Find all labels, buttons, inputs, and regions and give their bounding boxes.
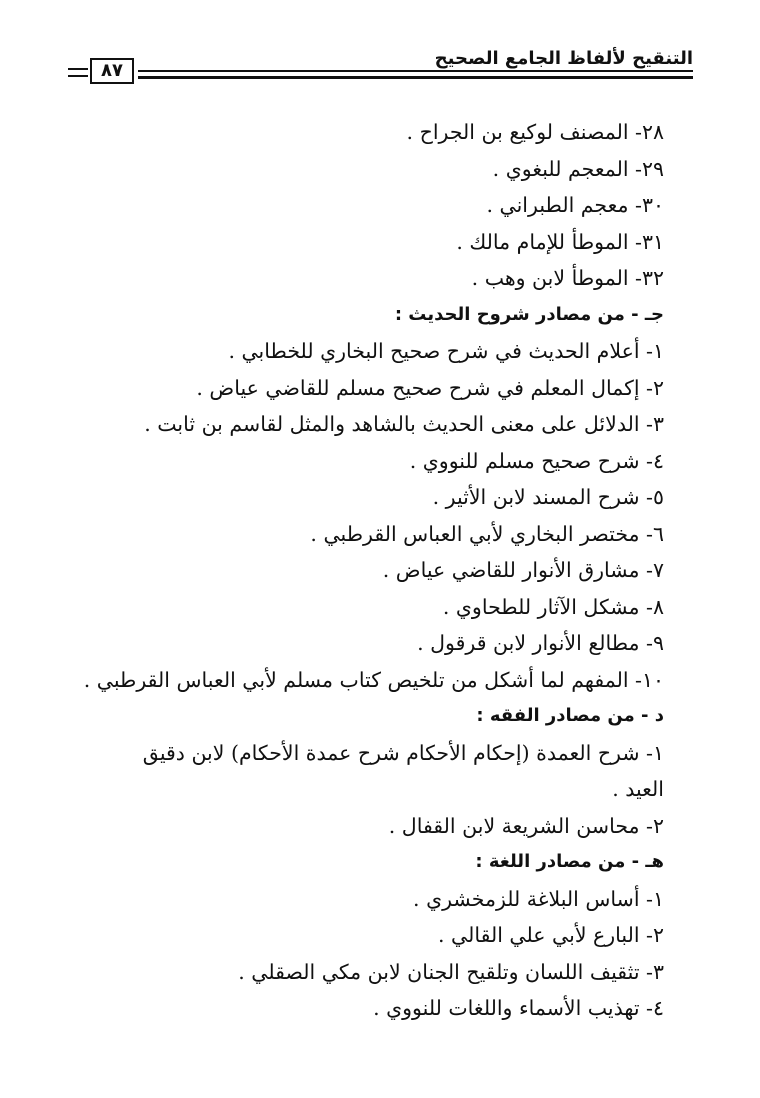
section-heading: د - من مصادر الفقه : bbox=[476, 705, 664, 726]
list-item: ٤- شرح صحيح مسلم للنووي . bbox=[409, 448, 664, 473]
list-item-continuation: العيد . bbox=[612, 777, 664, 801]
list-item: ٥- شرح المسند لابن الأثير . bbox=[432, 485, 664, 509]
list-item: ٩- مطالع الأنوار لابن قرقول . bbox=[417, 631, 664, 655]
list-item: ٢- محاسن الشريعة لابن القفال . bbox=[388, 813, 664, 838]
list-item: ٢٨- المصنف لوكيع بن الجراح . bbox=[406, 120, 664, 144]
section-heading: هـ - من مصادر اللغة : bbox=[475, 851, 664, 872]
list-item: ١- أعلام الحديث في شرح صحيح البخاري للخطابي . bbox=[228, 339, 664, 363]
list-item: ٦- مختصر البخاري لأبي العباس القرطبي . bbox=[310, 521, 664, 546]
bibliography-list bbox=[64, 114, 664, 1027]
header-ornament-bars bbox=[68, 66, 88, 78]
list-item: ١- شرح العمدة (إحكام الأحكام شرح عمدة الأحكام) لابن دقيق bbox=[142, 740, 664, 765]
list-item: ٣١- الموطأ للإمام مالك . bbox=[456, 229, 664, 254]
page-number: ٨٧ bbox=[90, 58, 134, 84]
running-header bbox=[68, 46, 693, 90]
list-item: ٢- إكمال المعلم في شرح صحيح مسلم للقاضي عياض . bbox=[196, 375, 664, 400]
list-item: ٣٠- معجم الطبراني . bbox=[486, 193, 664, 217]
running-title: التنقيح لألفاظ الجامع الصحيح bbox=[434, 48, 693, 69]
list-item: ٤- تهذيب الأسماء واللغات للنووي . bbox=[373, 996, 664, 1020]
list-item: ١٠- المفهم لما أشكل من تلخيص كتاب مسلم لأبي العباس القرطبي . bbox=[83, 667, 664, 692]
list-item: ٧- مشارق الأنوار للقاضي عياض . bbox=[382, 558, 664, 582]
list-item: ٢- البارع لأبي علي القالي . bbox=[437, 923, 664, 947]
list-item: ٣- الدلائل على معنى الحديث بالشاهد والمثل لقاسم بن ثابت . bbox=[144, 412, 664, 436]
list-item: ٣٢- الموطأ لابن وهب . bbox=[471, 266, 664, 290]
list-item: ١- أساس البلاغة للزمخشري . bbox=[413, 886, 664, 911]
list-item: ٣- تثقيف اللسان وتلقيح الجنان لابن مكي الصقلي . bbox=[238, 959, 664, 984]
header-rule bbox=[138, 70, 693, 72]
header-rule-thick bbox=[138, 76, 693, 79]
section-heading: جـ - من مصادر شروح الحديث : bbox=[394, 303, 664, 325]
list-item: ٨- مشكل الآثار للطحاوي . bbox=[442, 594, 664, 619]
list-item: ٢٩- المعجم للبغوي . bbox=[492, 156, 664, 181]
